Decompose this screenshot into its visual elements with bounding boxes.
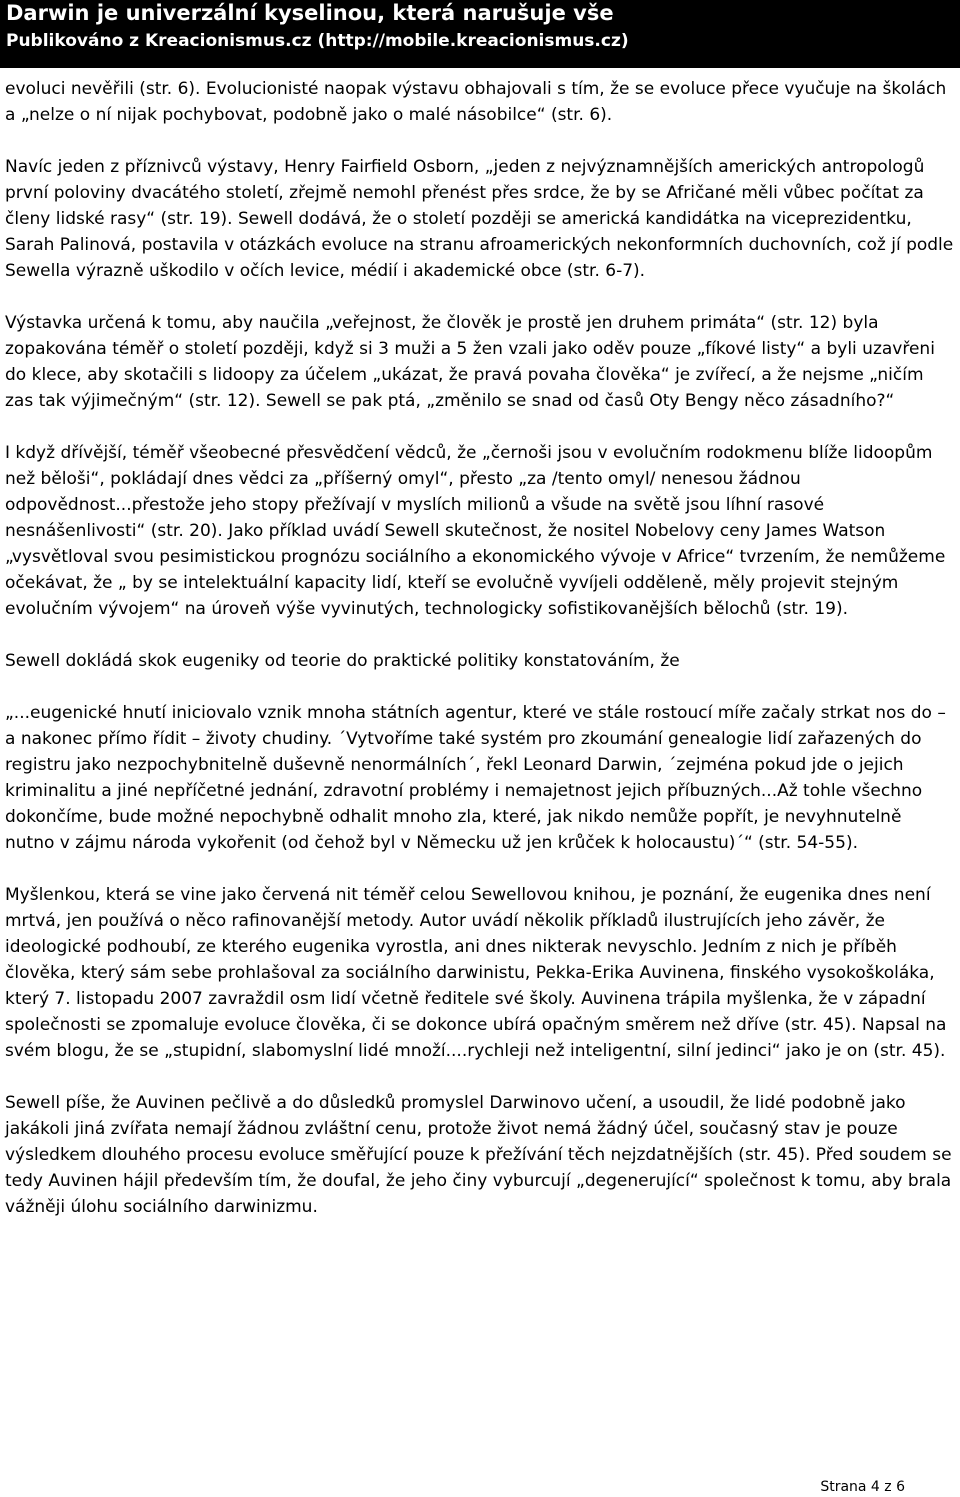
paragraph: Sewell píše, že Auvinen pečlivě a do důsledků promyslel Darwinovo učení, a usoudil, že lidé podobně jako jakákoli jiná zvířata nemají žádnou zvláštní cenu, protože život nemá žádný účel, současný stav je pouze výsledkem dlouhého procesu evoluce směřující pouze k přežívání těch nejzdatnějších (str. 45). Před soudem se tedy Auvinen hájil především tím, že doufal, že jeho činy vyburcují „degenerující“ společnost k tomu, aby brala vážněji úlohu sociálního darwinizmu.: [5, 1093, 952, 1217]
paragraph: Myšlenkou, která se vine jako červená nit téměř celou Sewellovou knihou, je poznání, že eugenika dnes není mrtvá, jen používá o něco rafinovanější metody. Autor uvádí několik příkladů ilustrujících jeho závěr, že ideologické podhoubí, ze kterého eugenika vyrostla, ani dnes nikterak nevyschlo. Jedním z nich je příběh člověka, který sám sebe prohlašoval za sociálního darwinistu, Pekka-Erika Auvinena, finského vysokoškoláka, který 7. listopadu 2007 zavraždil osm lidí včetně ředitele své školy. Auvinena trápila myšlenka, že v západní společnosti se zpomaluje evoluce člověka, či se dokonce ubírá opačným směrem než dříve (str. 45). Napsal na svém blogu, že se „stupidní, slabomyslní lidé množí....rychleji než inteligentní, silní jedinci“ jako je on (str. 45).: [5, 885, 947, 1061]
article-title: Darwin je univerzální kyselinou, která narušuje vše: [6, 1, 614, 25]
article-body: [5, 76, 955, 1246]
quote-paragraph: „...eugenické hnutí iniciovalo vznik mnoha státních agentur, které ve stále rostoucí míře začaly strkat nos do – a nakonec přímo řídit – životy chudiny. ´Vytvoříme také systém pro zkoumání genealogie lidí zařazených do registru jako nezpochybnitelně duševně nenormálních´, řekl Leonard Darwin, ´zejména pokud jde o jejich kriminalitu a jiné nepříčetné jednání, zdravotní problémy i nemajetnost jejich příbuzných...Až tohle všechno dokončíme, bude možné nepochybně odhalit mnoho zla, které, jak nikdo nemůže popřít, je nevyhnutelně nutno v zájmu národa vykořenit (od čehož byl v Německu už jen krůček k holocaustu)´“ (str. 54-55).: [5, 703, 946, 853]
paragraph: Sewell dokládá skok eugeniky od teorie do praktické politiky konstatováním, že: [5, 651, 680, 671]
page-header: [0, 0, 960, 68]
paragraph: Výstavka určená k tomu, aby naučila „veřejnost, že člověk je prostě jen druhem primáta“ (str. 12) byla zopakována téměř o století později, když si 3 muži a 5 žen vzali jako oděv pouze „fíkové listy“ a byli uzavřeni do klece, aby skotačili s lidoopy za účelem „ukázat, že pravá povaha člověka“ je zvířecí, a že nejsme „ničím zas tak výjimečným“ (str. 12). Sewell se pak ptá, „změnilo se snad od časů Oty Bengy něco zásadního?“: [5, 313, 935, 411]
paragraph: I když dřívější, téměř všeobecné přesvědčení vědců, že „černoši jsou v evolučním rodokmenu blíže lidoopům než běloši“, pokládají dnes vědci za „příšerný omyl“, přesto „za /tento omyl/ nenesou žádnou odpovědnost...přestože jeho stopy přežívají v myslích milionů a všude na světě jsou líhní rasové nesnášenlivosti“ (str. 20). Jako příklad uvádí Sewell skutečnost, že nositel Nobelovy ceny James Watson „vysvětloval svou pesimistickou prognózu sociálního a ekonomického vývoje v Africe“ tvrzením, že nemůžeme očekávat, že „ by se intelektuální kapacity lidí, kteří se evolučně vyvíjeli odděleně, měly projevit stejným evolučním vývojem“ na úroveň výše vyvinutých, technologicky sofistikovanějších bělochů (str. 19).: [5, 443, 946, 619]
paragraph: Navíc jeden z příznivců výstavy, Henry Fairfield Osborn, „jeden z nejvýznamnějších amerických antropologů první poloviny dvacátého století, zřejmě nemohl přenést přes srdce, že by se Afričané měli vůbec počítat za členy lidské rasy“ (str. 19). Sewell dodává, že o století později se americká kandidátka na viceprezidentku, Sarah Palinová, postavila v otázkách evoluce na stranu afroamerických nekonformních duchovních, což jí podle Sewella výrazně uškodilo v očích levice, médií i akademické obce (str. 6-7).: [5, 157, 954, 281]
paragraph: evoluci nevěřili (str. 6). Evolucionisté naopak výstavu obhajovali s tím, že se evoluce přece vyučuje na školách a „nelze o ní nijak pochybovat, podobně jako o malé násobilce“ (str. 6).: [5, 79, 947, 125]
page-number: Strana 4 z 6: [820, 1479, 905, 1495]
publication-source: Publikováno z Kreacionismus.cz (http://mobile.kreacionismus.cz): [6, 31, 629, 51]
